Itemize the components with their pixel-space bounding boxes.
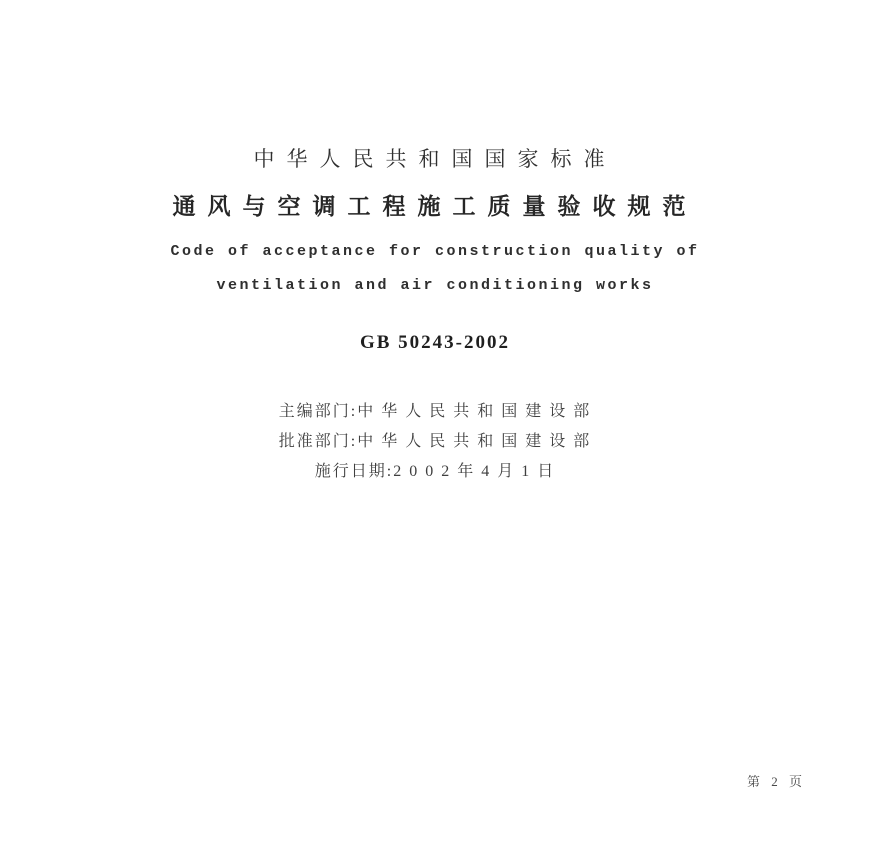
effective-date-line: 施行日期:2 0 0 2 年 4 月 1 日 <box>314 463 556 480</box>
approval-line: 批准部门:中 华 人 民 共 和 国 建 设 部 <box>278 433 592 450</box>
page-number-footer: 第 2 页 <box>746 774 806 789</box>
standard-header-label: 中华人民共和国国家标准 <box>253 147 617 171</box>
standard-title-cn: 通风与空调工程施工质量验收规范 <box>172 194 698 219</box>
standard-title-en-line1: Code of acceptance for construction quality of <box>170 243 700 260</box>
standard-title-en-line2: ventilation and air conditioning works <box>216 277 654 294</box>
standard-code: GB 50243-2002 <box>359 332 511 353</box>
chief-editor-line: 主编部门:中 华 人 民 共 和 国 建 设 部 <box>278 403 592 420</box>
